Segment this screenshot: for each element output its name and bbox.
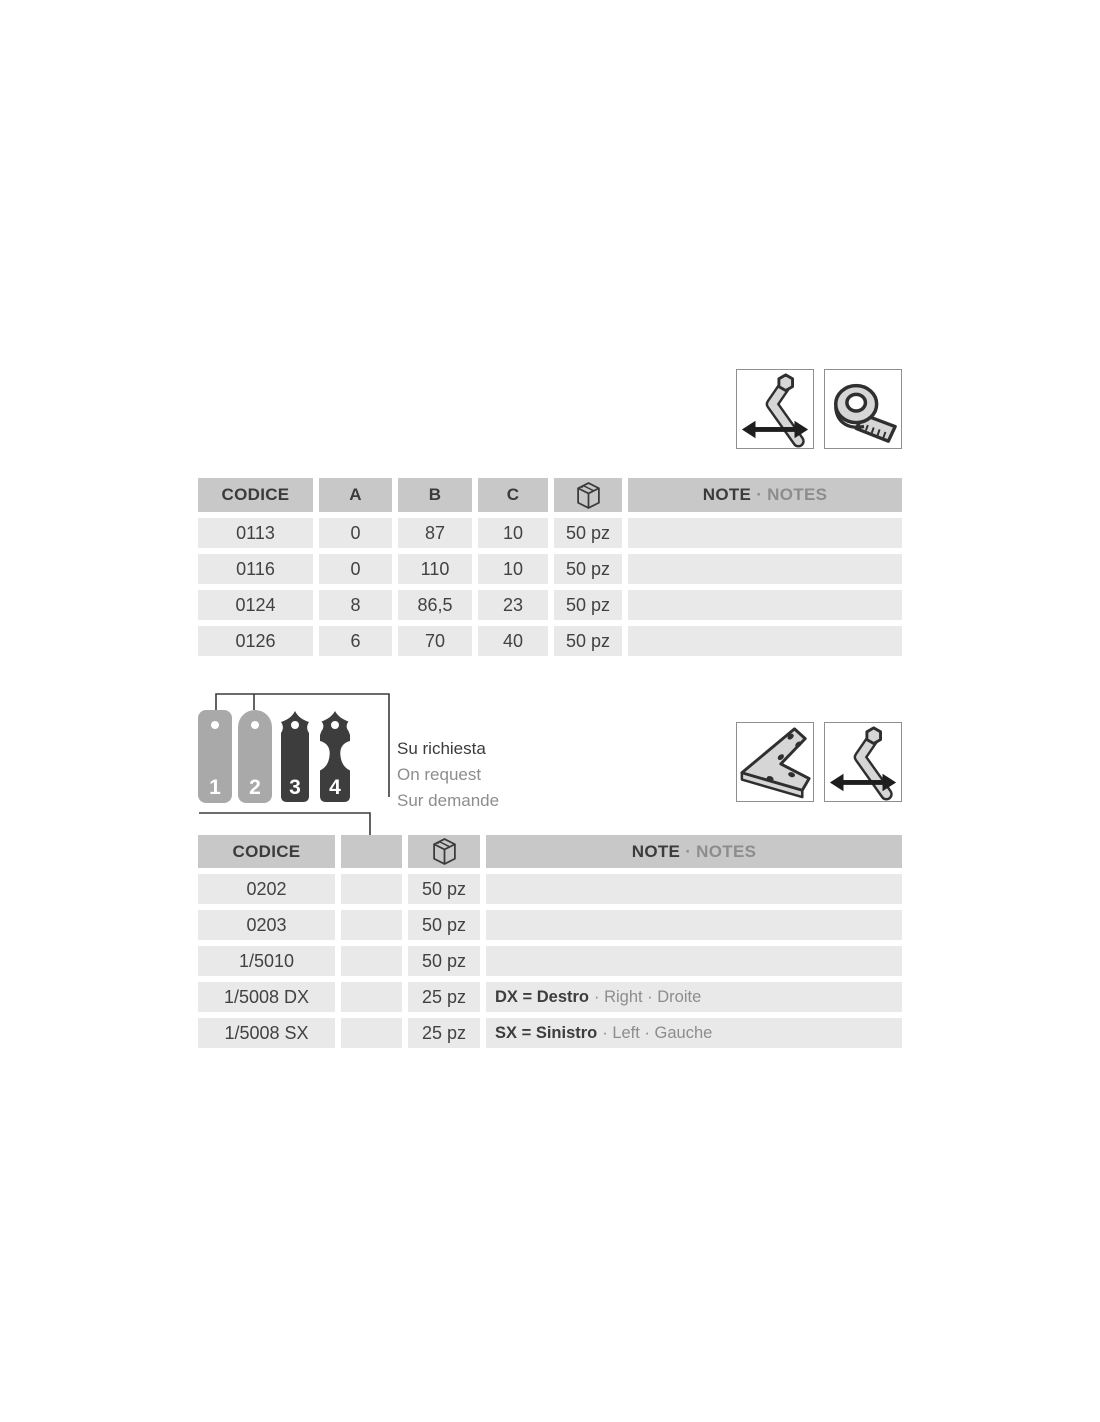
t2-row2-variant — [341, 946, 402, 976]
screw-hole — [211, 721, 219, 729]
t1-header-pack — [554, 478, 622, 512]
t1-row1-note — [628, 554, 902, 584]
t1-row2-code: 0124 — [198, 590, 313, 620]
t2-row0-variant — [341, 874, 402, 904]
note-text-translations: · Right · Droite — [594, 987, 702, 1006]
t2-row4-note — [486, 1018, 902, 1048]
measuring-tape-icon — [825, 370, 901, 448]
t2-row1-code: 0203 — [198, 910, 335, 940]
t2-row0-qty: 50 pz — [408, 874, 480, 904]
t1-row2-b: 86,5 — [398, 590, 472, 620]
t1-row3-qty: 50 pz — [554, 626, 622, 656]
t2-row3-note — [486, 982, 902, 1012]
t1-row0-a: 0 — [319, 518, 392, 548]
caption-it: Su richiesta — [397, 739, 486, 758]
t2-note-label: NOTE — [631, 841, 681, 861]
t2-row1-qty: 50 pz — [408, 910, 480, 940]
t1-header-a: A — [319, 478, 392, 512]
t2-row4-qty: 25 pz — [408, 1018, 480, 1048]
t1-row2-c: 23 — [478, 590, 548, 620]
note-text-primary: DX = Destro — [495, 987, 589, 1006]
t1-row3-a: 6 — [319, 626, 392, 656]
caption-fr: Sur demande — [397, 791, 500, 810]
t1-row1-qty: 50 pz — [554, 554, 622, 584]
package-box-icon — [433, 838, 456, 865]
t2-row2-qty: 50 pz — [408, 946, 480, 976]
t1-row0-code: 0113 — [198, 518, 313, 548]
t2-row0-code: 0202 — [198, 874, 335, 904]
caption-en: On request — [397, 765, 482, 784]
t1-row3-b: 70 — [398, 626, 472, 656]
variant-plate-2 — [238, 710, 272, 803]
t2-header-note — [486, 835, 902, 868]
icon-box-corner-bracket — [736, 722, 814, 802]
t1-row0-qty: 50 pz — [554, 518, 622, 548]
t1-row1-c: 10 — [478, 554, 548, 584]
t2-row1-variant — [341, 910, 402, 940]
t1-row3-code: 0126 — [198, 626, 313, 656]
variant-number: 2 — [249, 776, 261, 799]
variant-plate-1 — [198, 710, 232, 803]
screw-hole — [291, 721, 299, 729]
icon-box-adjustable — [736, 369, 814, 449]
variant-number: 3 — [289, 776, 301, 799]
variants-table — [198, 835, 902, 1048]
t2-row0-note — [486, 874, 902, 904]
variant-plate-3 — [278, 710, 312, 803]
t2-header-variant — [341, 835, 402, 868]
screw-hole — [251, 721, 259, 729]
t2-row3-qty: 25 pz — [408, 982, 480, 1012]
t1-row3-note — [628, 626, 902, 656]
t1-header-b: B — [398, 478, 472, 512]
t1-header-c: C — [478, 478, 548, 512]
note-text-primary: SX = Sinistro — [495, 1023, 598, 1042]
screw-hole — [331, 721, 339, 729]
t1-row0-b: 87 — [398, 518, 472, 548]
t1-row0-c: 10 — [478, 518, 548, 548]
allen-key-double-arrow-icon — [825, 723, 901, 801]
t2-row2-note — [486, 946, 902, 976]
t2-row1-note — [486, 910, 902, 940]
t2-row3-variant — [341, 982, 402, 1012]
variant-number: 4 — [329, 776, 341, 799]
variant-number: 1 — [209, 776, 221, 799]
t2-row2-code: 1/5010 — [198, 946, 335, 976]
t2-row4-variant — [341, 1018, 402, 1048]
note-text-translations: · Left · Gauche — [602, 1023, 713, 1042]
allen-key-double-arrow-icon — [737, 370, 813, 448]
variant-plate-4 — [318, 710, 352, 803]
corner-bracket-icon — [737, 723, 813, 801]
t1-row2-qty: 50 pz — [554, 590, 622, 620]
t2-row4-code: 1/5008 SX — [198, 1018, 335, 1048]
t1-row3-c: 40 — [478, 626, 548, 656]
icon-box-measure — [824, 369, 902, 449]
t1-header-note — [628, 478, 902, 512]
t1-row1-b: 110 — [398, 554, 472, 584]
t1-row2-a: 8 — [319, 590, 392, 620]
package-box-icon — [577, 482, 600, 509]
on-request-caption — [397, 736, 499, 814]
t1-row1-code: 0116 — [198, 554, 313, 584]
t1-note-label: NOTE — [702, 485, 752, 504]
dimensions-table — [198, 478, 902, 656]
t2-row3-code: 1/5008 DX — [198, 982, 335, 1012]
icon-box-adjustable-2 — [824, 722, 902, 802]
t1-header-codice: CODICE — [198, 478, 313, 512]
t1-row2-note — [628, 590, 902, 620]
t2-header-pack — [408, 835, 480, 868]
t1-row0-note — [628, 518, 902, 548]
t1-notes-label: · NOTES — [756, 485, 828, 504]
t2-notes-label: · NOTES — [685, 841, 757, 861]
t2-header-codice: CODICE — [198, 835, 335, 868]
t1-row1-a: 0 — [319, 554, 392, 584]
